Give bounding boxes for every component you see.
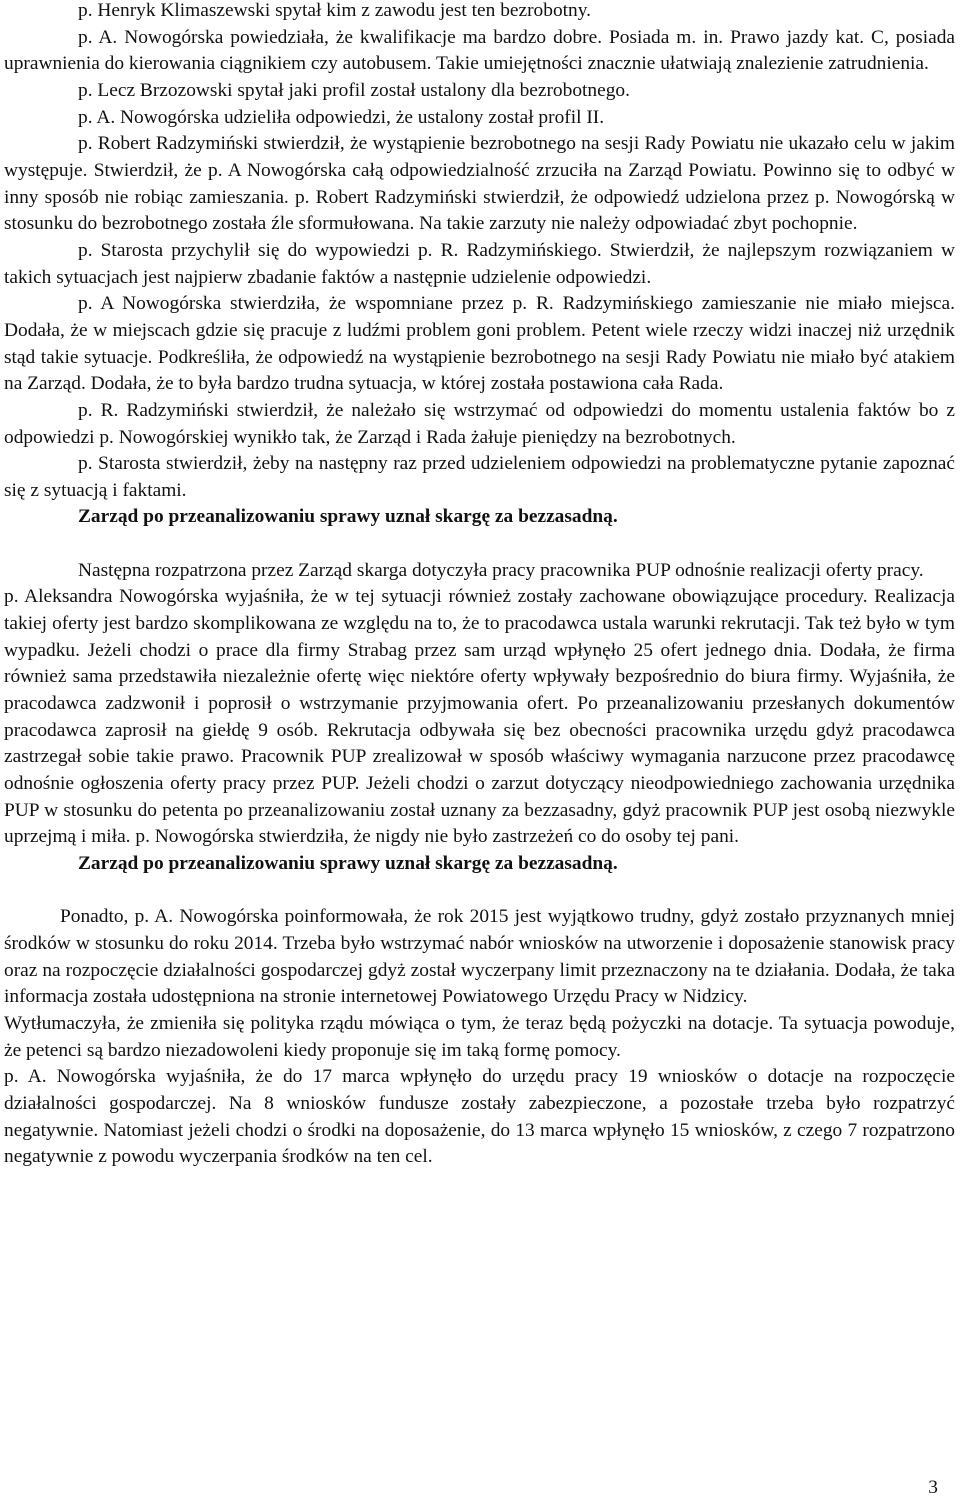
paragraph-nowogorska-response: p. A Nowogórska stwierdziła, że wspomniane przez p. R. Radzymińskiego zamieszanie nie miało miejsca. Dodała, że w miejscach gdzie się pracuje z ludźmi problem goni problem. Petent wiele rzeczy widzi inaczej niż urzędnik stąd takie sytuacje. Podkreśliła, że odpowiedź na wystąpienie bezrobotnego na sesji Rady Powiatu nie miało być atakiem na Zarząd. Dodała, że to była bardzo trudna sytuacja, w której została postawiona cała Rada. xyxy=(4,293,955,395)
paragraph-nowogorska-qualifications: p. A. Nowogórska powiedziała, że kwalifikacje ma bardzo dobre. Posiada m. in. Prawo jazdy kat. C, posiada uprawnienia do kierowania ciągnikiem czy autobusem. Takie umiejętności znacznie ułatwiają znalezienie zatrudnienia. xyxy=(4,26,955,75)
paragraph-spacer xyxy=(4,531,955,558)
decision-heading-1: Zarząd po przeanalizowaniu sprawy uznał skargę za bezzasadną. xyxy=(78,506,618,528)
paragraph-radzyminski-statement: p. Robert Radzymiński stwierdził, że wystąpienie bezrobotnego na sesji Rady Powiatu nie ukazało celu w jakim występuje. Stwierdził, że p. A Nowogórska całą odpowiedzialność zrzuciła na Zarząd Powiatu. Powinno się to odbyć w inny sposób nie robiąc zamieszania. p. Robert Radzymiński stwierdził, że odpowiedź udzielona przez p. Nowogórską w stosunku do bezrobotnego została źle sformułowana. Na takie zarzuty nie należy odpowiadać zbyt pochopnie. xyxy=(4,133,955,235)
paragraph-government-policy: Wytłumaczyła, że zmieniła się polityka rządu mówiąca o tym, że teraz będą pożyczki na dotacje. Ta sytuacja powoduje, że petenci są bardzo niezadowoleni kiedy proponuje się im taką formę pomocy. xyxy=(4,1012,955,1061)
paragraph-starosta-conclusion: p. Starosta stwierdził, żeby na następny raz przed udzieleniem odpowiedzi na problematyczne pytanie zapoznać się z sytuacją i faktami. xyxy=(4,453,955,501)
page-number: 3 xyxy=(928,1477,938,1498)
paragraph-klimaszewski-question: p. Henryk Klimaszewski spytał kim z zawodu jest ten bezrobotny. xyxy=(78,0,592,21)
paragraph-applications-summary: p. A. Nowogórska wyjaśniła, że do 17 marca wpłynęło do urzędu pracy 19 wniosków o dotacje na rozpoczęcie działalności gospodarczej. Na 8 wniosków fundusze zostały zabezpieczone, a pozostałe trzeba było rozpatrzyć negatywnie. Natomiast jeżeli chodzi o środki na doposażenie, do 13 marca wpłynęło 15 wniosków, z czego 7 rozpatrzono negatywnie z powodu wyczerpania środków na ten cel. xyxy=(4,1066,955,1168)
paragraph-next-complaint: Następna rozpatrzona przez Zarząd skarga dotyczyła pracy pracownika PUP odnośnie realizacji oferty pracy. xyxy=(78,559,924,581)
paragraph-year-2015-funding: Ponadto, p. A. Nowogórska poinformowała, że rok 2015 jest wyjątkowo trudny, gdyż zostało przyznanych mniej środków w stosunku do roku 2014. Trzeba było wstrzymać nabór wniosków na utworzenie i doposażenie stanowisk pracy oraz na rozpoczęcie działalności gospodarczej gdyż został wyczerpany limit przeznaczony na te działania. Dodała, że taka informacja została udostępniona na stronie internetowej Powiatowego Urzędu Pracy w Nidzicy. xyxy=(4,906,955,1008)
paragraph-nowogorska-profile: p. A. Nowogórska udzieliła odpowiedzi, że ustalony został profil II. xyxy=(78,106,605,128)
paragraph-brzozowski-question: p. Lecz Brzozowski spytał jaki profil został ustalony dla bezrobotnego. xyxy=(78,79,630,101)
paragraph-nowogorska-explanation: p. Aleksandra Nowogórska wyjaśniła, że w tej sytuacji również zostały zachowane obowiązujące procedury. Realizacja takiej oferty jest bardzo skomplikowana ze względu na to, że to pracodawca ustala warunki rekrutacji. Tak też było w tym wypadku. Jeżeli chodzi o prace dla firmy Strabag przez sam urząd wpłynęło 25 ofert jednego dnia. Dodała, że firma również sama przedstawiła niezależnie ofertę więc niektóre oferty wpływały bezpośrednio do biura firmy. Wyjaśniła, że pracodawca zadzwonił i poprosił o wstrzymanie przyjmowania ofert. Po przeanalizowaniu przesłanych dokumentów pracodawca zaprosił na giełdę 9 osób. Rekrutacja odbywała się bez obecności pracownika urzędu gdyż pracodawca zastrzegał sobie takie prawo. Pracownik PUP zrealizował w sposób właściwy wymagania narzucone przez pracodawcę odnośnie ogłoszenia oferty pracy przez PUP. Jeżeli chodzi o zarzut dotyczący nieodpowiedniego zachowania urzędnika PUP w stosunku do petenta po przeanalizowaniu został uznany za bezzasadny, gdyż pracownik PUP jest osobą niezwykle uprzejmą i miła. p. Nowogórska stwierdziła, że nigdy nie było zastrzeżeń co do osoby tej pani. xyxy=(4,586,955,848)
paragraph-radzyminski-reply: p. R. Radzymiński stwierdził, że należało się wstrzymać od odpowiedzi do momentu ustalenia faktów bo z odpowiedzi p. Nowogórskiej wynikło tak, że Zarząd i Rada żałuje pieniędzy na bezrobotnych. xyxy=(4,399,955,448)
paragraph-spacer xyxy=(4,878,955,905)
document-page xyxy=(4,0,955,1501)
decision-heading-2: Zarząd po przeanalizowaniu sprawy uznał skargę za bezzasadną. xyxy=(78,852,618,874)
paragraph-starosta-agreement: p. Starosta przychylił się do wypowiedzi p. R. Radzymińskiego. Stwierdził, że najlepszym rozwiązaniem w takich sytuacjach jest najpierw zbadanie faktów a następnie udzielenie odpowiedzi. xyxy=(4,239,955,288)
